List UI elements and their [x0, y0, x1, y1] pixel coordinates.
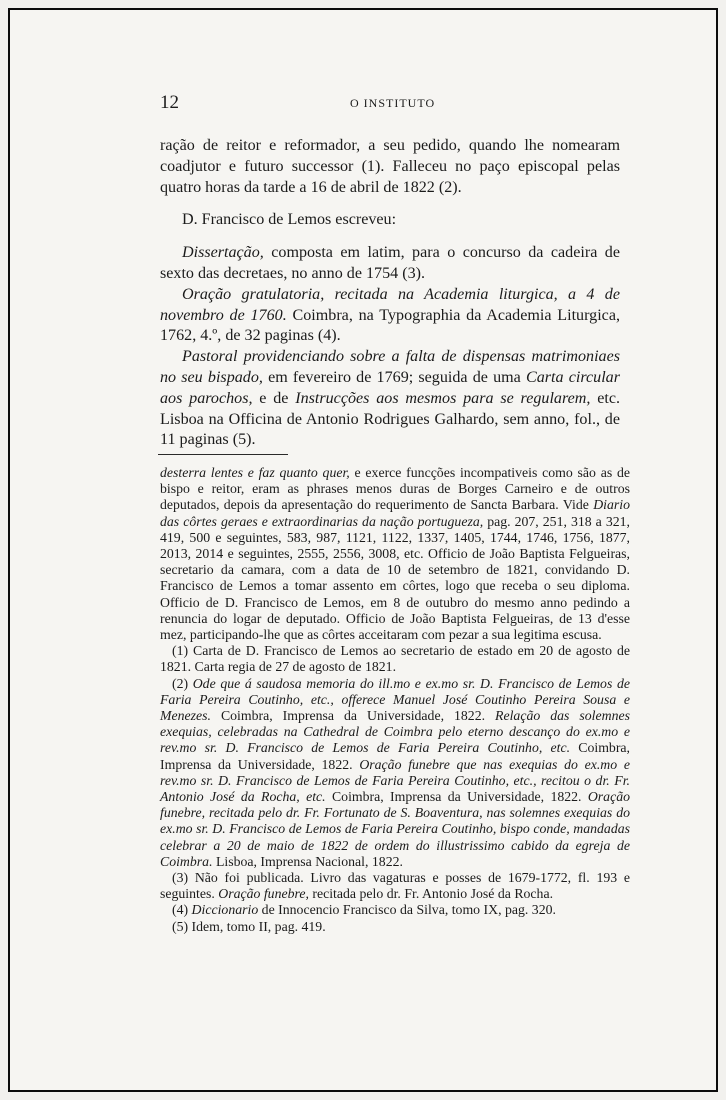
footnote-italic: Relação das solemnes exequias, celebradas na Cathedral de Coimbra pelo eterno descanço do ex.mo e rev.mo sr. D. Francisco de Lemos de Faria Pereira Coutinho, etc. [160, 708, 630, 756]
footnote-italic: Oração funebre que nas exequias do ex.mo e rev.mo sr. D. Francisco de Lemos de Faria Pereira Coutinho, etc., recitou o dr. Fr. Antonio José da Rocha, etc. [160, 756, 630, 805]
footnote-text: e exerce funcções incompativeis como são as de bispo e reitor, eram as phrases menos duras de Borges Carneiro e de outros deputados, depois da apresentação do requerimento de Sancta Barbara. Vide [160, 465, 630, 513]
work-entry [160, 347, 620, 451]
paragraph-text: D. Francisco de Lemos escreveu: [182, 211, 397, 229]
footnote-text: (3) Não foi publicada. Livro das vagaturas e posses de 1679-1772, fl. 193 e seguintes. [160, 870, 630, 902]
footnote-text: (4) [172, 902, 192, 918]
footnotes [160, 465, 630, 935]
footnote-text: (2) [172, 675, 193, 691]
footnote-2 [160, 676, 630, 870]
work-details: em fevereiro de 1769; seguida de uma [262, 368, 526, 386]
work-title: Carta circular aos parochos, [160, 368, 620, 407]
work-title: Instrucções aos mesmos para se regularem, [295, 389, 591, 407]
work-details: e de [252, 389, 296, 407]
footnote-1 [160, 643, 630, 675]
footnote-3 [160, 870, 630, 902]
work-title: Oração gratulatoria, recitada na Academia liturgica, a 4 de novembro de 1760. [160, 285, 620, 324]
paragraph [160, 210, 620, 231]
footnote-italic: Diario das côrtes geraes e extraordinarias da nação portugueza, [160, 497, 630, 529]
page-number: 12 [160, 92, 179, 113]
footnote-text: Coimbra, Imprensa da Universidade, 1822. [210, 708, 496, 724]
work-entry [160, 243, 620, 285]
main-text [160, 136, 620, 451]
work-details: composta em latim, para o concurso da cadeira de sexto das decretaes, no anno de 1754 (3). [160, 244, 620, 282]
footnote-text: Coimbra, Imprensa da Universidade, 1822. [325, 789, 588, 805]
paragraph [160, 136, 620, 198]
footnote-divider [158, 454, 288, 455]
footnote-italic: Oração funebre, recitada pelo dr. Fr. Fortunato de S. Boaventura, nas solemnes exequias do ex.mo sr. D. Francisco de Lemos de Faria Pereira Coutinho, bispo conde, mandadas celebrar a 20 de maio de 1822 de ordem do illustrissimo cabido da egreja de Coimbra. [160, 789, 630, 869]
work-title: Dissertação, [182, 244, 264, 262]
work-entry [160, 285, 620, 347]
footnote-4 [160, 902, 630, 918]
footnote-italic: desterra lentes e faz quanto quer, [160, 465, 350, 480]
footnote-text: (1) Carta de D. Francisco de Lemos ao secretario de estado em 20 de agosto de 1821. Carta regia de 27 de agosto de 1821. [160, 643, 630, 675]
work-title: Pastoral providenciando sobre a falta de dispensas matrimoniaes no seu bispado, [160, 348, 620, 386]
footnote-5 [160, 919, 630, 935]
footnote-continuation [160, 465, 630, 643]
work-details: etc. Lisboa na Officina de Antonio Rodrigues Galhardo, sem anno, fol., de 11 paginas (5). [160, 389, 621, 449]
book-page [8, 8, 718, 1092]
footnote-italic: Oração funebre, [218, 886, 309, 902]
footnote-text: de Innocencio Francisco da Silva, tomo IX, pag. 320. [258, 902, 556, 918]
footnote-text: Coimbra, Imprensa da Universidade, 1822. [160, 740, 630, 772]
work-details: Coimbra, na Typographia da Academia Liturgica, 1762, 4.º, de 32 paginas (4). [160, 306, 620, 345]
running-title: O INSTITUTO [350, 96, 436, 110]
footnote-italic: Ode que á saudosa memoria do ill.mo e ex.mo sr. D. Francisco de Lemos de Faria Pereira Coutinho, etc., offerece Manuel José Coutinho Pereira Sousa e Menezes. [160, 675, 630, 724]
footnote-text: recitada pelo dr. Fr. Antonio José da Rocha. [308, 886, 554, 902]
footnote-italic: Diccionario [191, 902, 259, 918]
page-header [150, 90, 610, 112]
footnote-text: Lisboa, Imprensa Nacional, 1822. [212, 853, 403, 869]
paragraph-text: ração de reitor e reformador, a seu pedido, quando lhe nomearam coadjutor e futuro successor (1). Falleceu no paço episcopal pelas quatro horas da tarde a 16 de abril de 1822 (2). [160, 137, 620, 196]
footnote-text: (5) Idem, tomo II, pag. 419. [172, 918, 326, 934]
footnote-text: pag. 207, 251, 318 a 321, 419, 500 e seguintes, 583, 987, 1121, 1122, 1337, 1405, 1744, 1746, 1756, 1877, 2013, 2014 e seguintes, 2555, 2556, 3008, etc. Officio de João Baptista Felgueiras, secretario da camara, com a data de 10 de setembro de 1821, convidando D. Francisco de Lemos a tomar assento em côrtes, logo que receba o seu diploma. Officio de D. Francisco de Lemos, em 8 de outubro do mesmo anno pedindo a renuncia do logar de deputado. Officio de João Baptista Felgueiras, de 13 d'esse mez, participando-lhe que as côrtes acceitaram com pezar a sua legitima escusa. [160, 513, 630, 643]
